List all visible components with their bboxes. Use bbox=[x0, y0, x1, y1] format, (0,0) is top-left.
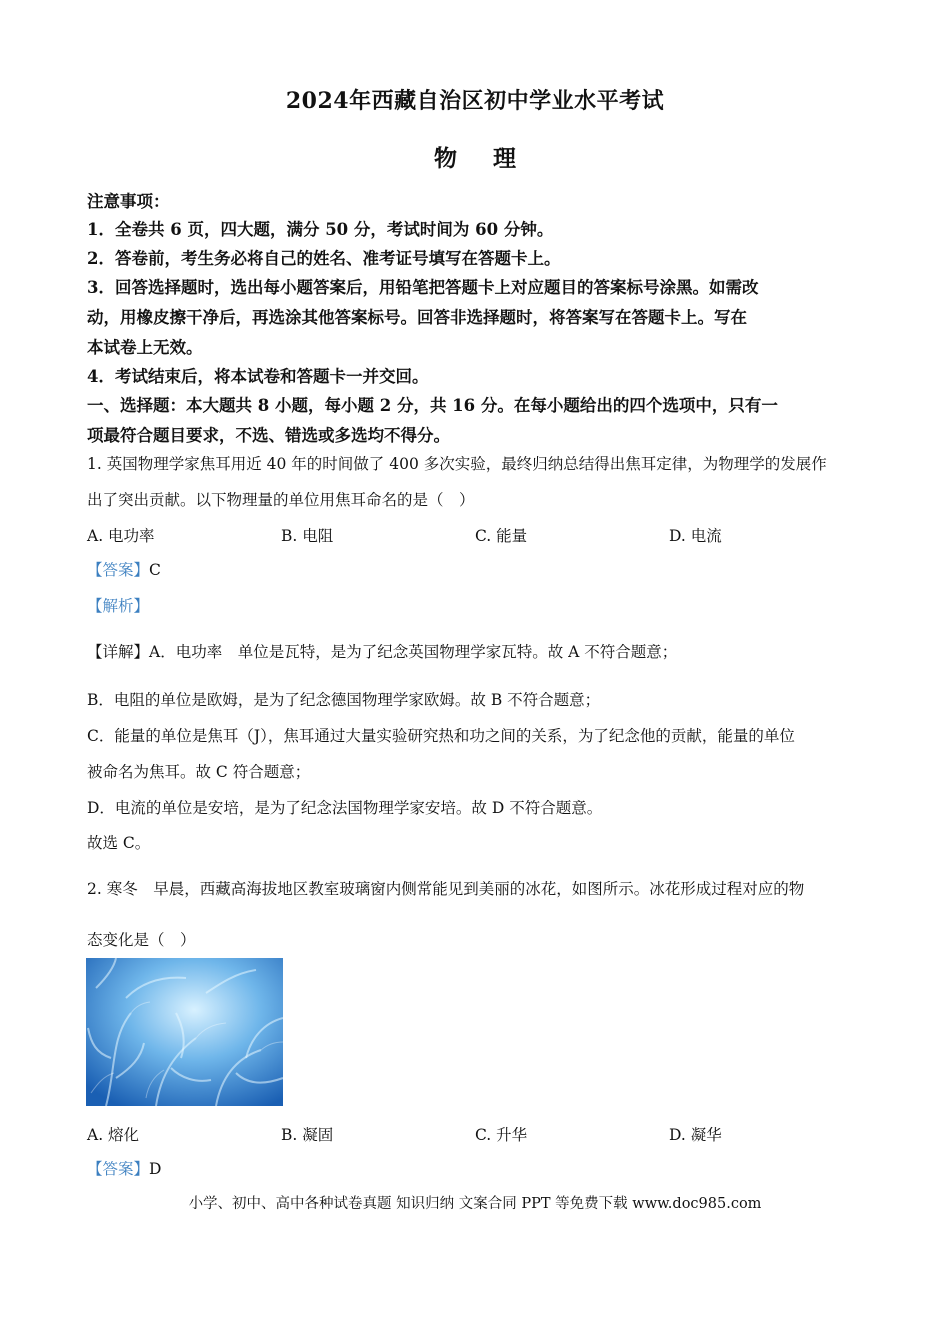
q1-option-a: A. 电功率 bbox=[87, 527, 155, 545]
q1-stem-line-2: 出了突出贡献。以下物理量的单位用焦耳命名的是（ ） bbox=[87, 491, 475, 509]
q2-option-d: D. 凝华 bbox=[669, 1126, 722, 1144]
q2-option-c: C. 升华 bbox=[475, 1126, 528, 1144]
page-footer: 小学、初中、高中各种试卷真题 知识归纳 文案合同 PPT 等免费下载 www.doc985.com bbox=[188, 1196, 762, 1212]
subject-title: 物 理 bbox=[433, 145, 530, 172]
q2-answer bbox=[87, 1157, 161, 1179]
q1-option-d: D. 电流 bbox=[669, 527, 722, 545]
notice-item-3-line-3: 本试卷上无效。 bbox=[87, 338, 203, 357]
notice-item-1: 1．全卷共 6 页，四大题，满分 50 分，考试时间为 60 分钟。 bbox=[87, 220, 554, 239]
q1-detail-d: D．电流的单位是安培，是为了纪念法国物理学家安培。故 D 不符合题意。 bbox=[87, 799, 603, 817]
notice-heading: 注意事项： bbox=[87, 192, 170, 211]
q1-analysis-tag: 【解析】 bbox=[87, 597, 150, 615]
q1-option-b: B. 电阻 bbox=[281, 527, 334, 545]
q1-detail-c-line-2: 被命名为焦耳。故 C 符合题意； bbox=[87, 763, 311, 781]
answer-tag: 【答案】 bbox=[87, 561, 150, 579]
q2-stem-line-1: 2. 寒冬 早晨，西藏高海拔地区教室玻璃窗内侧常能见到美丽的冰花，如图所示。冰花形成过程对应的物 bbox=[87, 880, 805, 898]
notice-item-4: 4．考试结束后，将本试卷和答题卡一并交回。 bbox=[87, 367, 429, 386]
notice-item-3-line-1: 3．回答选择题时，选出每小题答案后，用铅笔把答题卡上对应题目的答案标号涂黑。如需改 bbox=[87, 278, 759, 297]
q1-detail-a bbox=[87, 640, 677, 662]
answer-tag: 【答案】 bbox=[87, 1160, 150, 1178]
section-1-heading-line-1: 一、选择题：本大题共 8 小题，每小题 2 分，共 16 分。在每小题给出的四个选项中，只有一 bbox=[87, 396, 778, 415]
detail-text: A．电功率 单位是瓦特，是为了纪念英国物理学家瓦特。故 A 不符合题意； bbox=[149, 643, 678, 661]
detail-tag: 【详解】 bbox=[87, 643, 150, 661]
q1-option-c: C. 能量 bbox=[475, 527, 528, 545]
section-1-heading-line-2: 项最符合题目要求，不选、错选或多选均不得分。 bbox=[87, 426, 450, 445]
frost-pattern-photo bbox=[86, 958, 283, 1106]
q1-detail-b: B．电阻的单位是欧姆，是为了纪念德国物理学家欧姆。故 B 不符合题意； bbox=[87, 691, 601, 709]
q2-option-a: A. 熔化 bbox=[87, 1126, 140, 1144]
answer-value: C bbox=[149, 561, 161, 579]
q1-conclusion: 故选 C。 bbox=[87, 834, 151, 852]
q1-stem-line-1: 1. 英国物理学家焦耳用近 40 年的时间做了 400 多次实验，最终归纳总结得出焦耳定律，为物理学的发展作 bbox=[87, 455, 827, 473]
answer-value: D bbox=[149, 1160, 162, 1178]
q1-answer bbox=[87, 558, 161, 580]
q2-option-b: B. 凝固 bbox=[281, 1126, 334, 1144]
q2-stem-line-2: 态变化是（ ） bbox=[87, 931, 196, 949]
notice-item-3-line-2: 动，用橡皮擦干净后，再选涂其他答案标号。回答非选择题时，将答案写在答题卡上。写在 bbox=[87, 308, 747, 327]
page-title: 2024年西藏自治区初中学业水平考试 bbox=[285, 88, 665, 114]
q1-detail-c-line-1: C．能量的单位是焦耳（J），焦耳通过大量实验研究热和功之间的关系，为了纪念他的贡献，能量的单位 bbox=[87, 727, 795, 745]
notice-item-2: 2．答卷前，考生务必将自己的姓名、准考证号填写在答题卡上。 bbox=[87, 249, 561, 268]
